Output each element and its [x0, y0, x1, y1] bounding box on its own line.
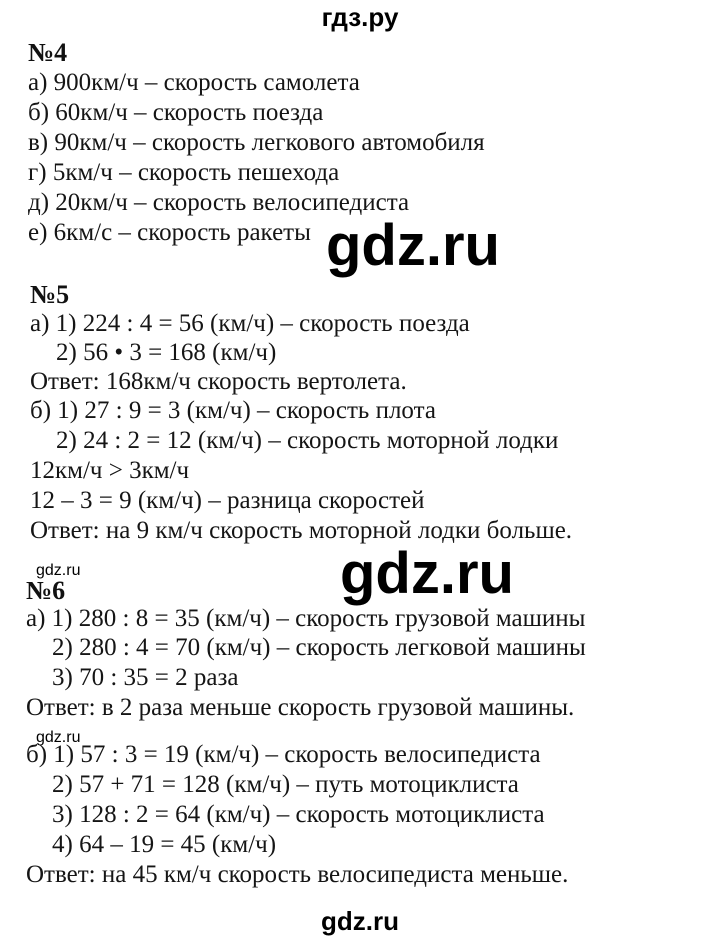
task-6-a-step-3: 3) 70 : 35 = 2 раза — [52, 664, 239, 691]
task-6-b-step-2: 2) 57 + 71 = 128 (км/ч) – путь мотоциклиста — [52, 771, 519, 798]
task-6-a-step-1: а) 1) 280 : 8 = 35 (км/ч) – скорость грузовой машины — [26, 605, 586, 632]
task-6-a-answer: Ответ: в 2 раза меньше скорость грузовой машины. — [26, 694, 575, 721]
task-6-b-step-4: 4) 64 – 19 = 45 (км/ч) — [52, 831, 277, 858]
task-6-heading: №6 — [26, 576, 66, 605]
task-6-b-step-3: 3) 128 : 2 = 64 (км/ч) – скорость мотоциклиста — [52, 801, 545, 828]
task-4-line-e: е) 6км/с – скорость ракеты — [28, 219, 311, 246]
task-5-heading: №5 — [30, 280, 70, 309]
task-6-b-step-1: б) 1) 57 : 3 = 19 (км/ч) – скорость велосипедиста — [26, 741, 541, 768]
watermark-small-2: gdz.ru — [36, 729, 81, 746]
watermark-small-1: gdz.ru — [36, 562, 81, 579]
task-4-heading: №4 — [28, 38, 68, 67]
task-4-line-a: а) 900км/ч – скорость самолета — [28, 69, 360, 96]
task-5-b-difference: 12 – 3 = 9 (км/ч) – разница скоростей — [30, 487, 425, 514]
task-6-b-answer: Ответ: на 45 км/ч скорость велосипедиста меньше. — [26, 861, 569, 888]
task-4-line-b: б) 60км/ч – скорость поезда — [28, 99, 324, 126]
task-4-line-d: д) 20км/ч – скорость велосипедиста — [28, 189, 410, 216]
watermark-bottom: gdz.ru — [321, 906, 399, 936]
task-5-a-step-1: а) 1) 224 : 4 = 56 (км/ч) – скорость поезда — [30, 310, 470, 337]
task-4-line-g: г) 5км/ч – скорость пешехода — [28, 159, 340, 186]
task-5-a-step-2: 2) 56 • 3 = 168 (км/ч) — [56, 339, 277, 366]
task-5-b-step-2: 2) 24 : 2 = 12 (км/ч) – скорость моторной лодки — [56, 427, 559, 454]
watermark-large-2: gdz.ru — [340, 541, 514, 606]
task-5-b-step-1: б) 1) 27 : 9 = 3 (км/ч) – скорость плота — [30, 397, 436, 424]
task-5-b-answer: Ответ: на 9 км/ч скорость моторной лодки больше. — [30, 517, 573, 544]
task-5-b-compare: 12км/ч > 3км/ч — [30, 457, 190, 484]
task-4-line-v: в) 90км/ч – скорость легкового автомобиля — [28, 129, 485, 156]
watermark-large-1: gdz.ru — [326, 213, 500, 278]
task-5-a-answer: Ответ: 168км/ч скорость вертолета. — [30, 368, 407, 395]
task-6-a-step-2: 2) 280 : 4 = 70 (км/ч) – скорость легковой машины — [52, 634, 586, 661]
watermark-top: гдз.ру — [321, 2, 399, 32]
